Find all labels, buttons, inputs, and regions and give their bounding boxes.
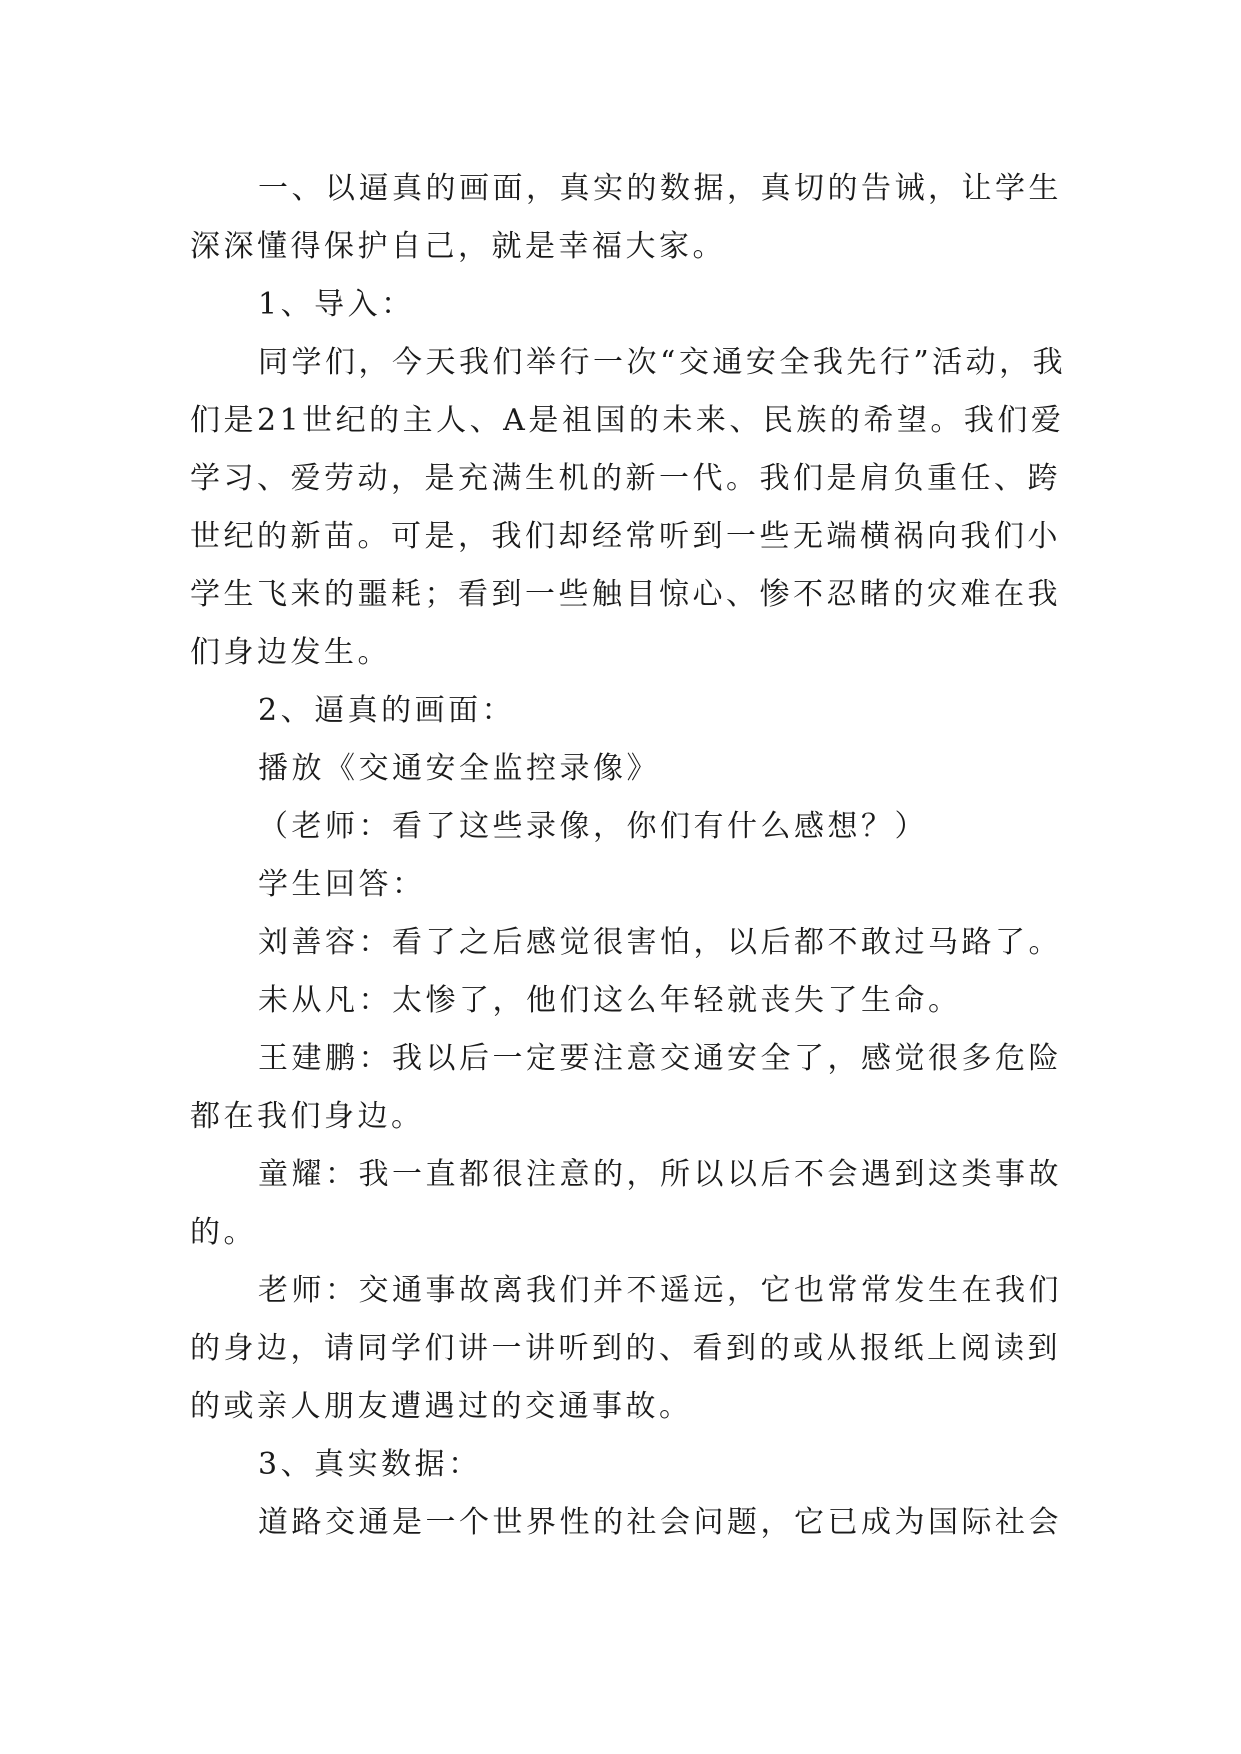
- paragraph-data-body: 道路交通是一个世界性的社会问题，它已成为国际社会: [258, 1505, 1062, 1540]
- paragraph-student-answer-label: 学生回答：: [258, 867, 426, 902]
- paragraph-intro-heading: 1、导入：: [258, 287, 415, 322]
- paragraph-teacher-question: （老师：看了这些录像，你们有什么感想？）: [258, 809, 928, 844]
- paragraph-intro-body: 同学们，今天我们举行一次“交通安全我先行”活动，我们是21世纪的主人、A是祖国的未来、民族的希望。我们爱学习、爱劳动，是充满生机的新一代。我们是肩负重任、跨世纪的新苗。可是，我们却经常听到一些无端横祸向我们小学生飞来的噩耗；看到一些触目惊心、惨不忍睹的灾难在我们身边发生。: [190, 345, 1067, 670]
- paragraph-student-liu: 刘善容：看了之后感觉很害怕，以后都不敢过马路了。: [258, 925, 1062, 960]
- paragraph-teacher-comment: 老师：交通事故离我们并不遥远，它也常常发生在我们的身边，请同学们讲一讲听到的、看到的或从报纸上阅读到的或亲人朋友遭遇过的交通事故。: [190, 1273, 1062, 1424]
- paragraph-data-heading: 3、真实数据：: [258, 1447, 482, 1482]
- paragraph-scene-heading: 2、逼真的画面：: [258, 693, 516, 728]
- paragraph-play-video: 播放《交通安全监控录像》: [258, 751, 660, 786]
- paragraph-student-tong: 童耀：我一直都很注意的，所以以后不会遇到这类事故的。: [190, 1157, 1062, 1250]
- paragraph-student-wei: 未从凡：太惨了，他们这么年轻就丧失了生命。: [258, 983, 962, 1018]
- paragraph-section-1-heading: 一、以逼真的画面，真实的数据，真切的告诫，让学生深深懂得保护自己，就是幸福大家。: [190, 171, 1062, 264]
- document-body: [190, 160, 1070, 1552]
- paragraph-student-wang: 王建鹏：我以后一定要注意交通安全了，感觉很多危险都在我们身边。: [190, 1041, 1062, 1134]
